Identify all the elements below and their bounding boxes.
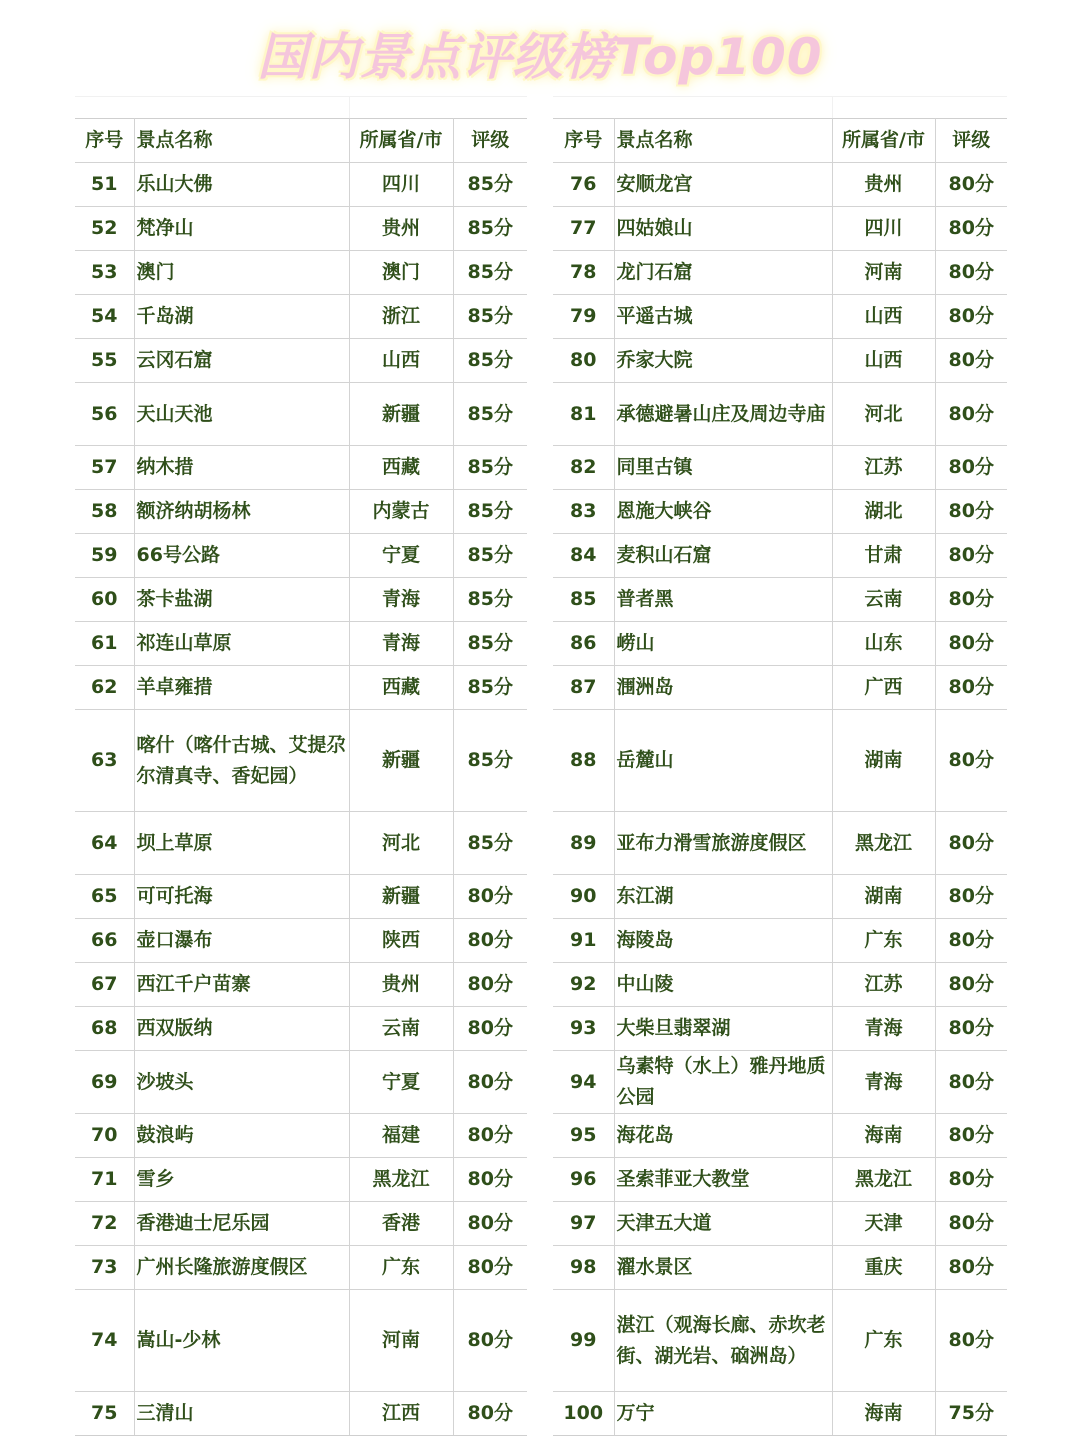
rating: 80分: [935, 534, 1007, 578]
rank-number: 68: [75, 1007, 134, 1051]
table-row: [553, 295, 1007, 339]
province: 宁夏: [349, 534, 453, 578]
attraction-name: 普者黑: [614, 578, 832, 622]
rank-number: 83: [553, 490, 614, 534]
header-province: 所属省/市: [832, 119, 935, 163]
rank-number: 73: [75, 1246, 134, 1290]
rating: 85分: [453, 622, 527, 666]
table-row: [553, 1007, 1007, 1051]
header-name: 景点名称: [134, 119, 349, 163]
province: 江西: [349, 1392, 453, 1436]
rank-number: 53: [75, 251, 134, 295]
rating: 85分: [453, 812, 527, 875]
attraction-name: 麦积山石窟: [614, 534, 832, 578]
province: 湖南: [832, 710, 935, 812]
table-row: [553, 339, 1007, 383]
table-row: [553, 875, 1007, 919]
province: 海南: [832, 1392, 935, 1436]
table-row: [75, 578, 527, 622]
province: 青海: [832, 1051, 935, 1114]
province: 江苏: [832, 963, 935, 1007]
header-name: 景点名称: [614, 119, 832, 163]
attraction-name: 香港迪士尼乐园: [134, 1202, 349, 1246]
rank-number: 99: [553, 1290, 614, 1392]
province: 澳门: [349, 251, 453, 295]
attraction-name: 湛江（观海长廊、赤坎老街、湖光岩、硇洲岛）: [614, 1290, 832, 1392]
rating: 80分: [935, 875, 1007, 919]
rating: 80分: [453, 919, 527, 963]
attraction-name: 圣索菲亚大教堂: [614, 1158, 832, 1202]
attraction-name: 濯水景区: [614, 1246, 832, 1290]
faint-divider: [832, 96, 833, 118]
province: 福建: [349, 1114, 453, 1158]
province: 黑龙江: [349, 1158, 453, 1202]
rating: 80分: [935, 710, 1007, 812]
province: 云南: [832, 578, 935, 622]
province: 浙江: [349, 295, 453, 339]
table-row: [553, 919, 1007, 963]
province: 贵州: [832, 163, 935, 207]
province: 江苏: [832, 446, 935, 490]
rank-number: 66: [75, 919, 134, 963]
attraction-name: 雪乡: [134, 1158, 349, 1202]
rating: 85分: [453, 666, 527, 710]
rating: 85分: [453, 295, 527, 339]
attraction-name: 乔家大院: [614, 339, 832, 383]
rank-number: 72: [75, 1202, 134, 1246]
table-row: [553, 1114, 1007, 1158]
rank-number: 94: [553, 1051, 614, 1114]
rating: 80分: [935, 1246, 1007, 1290]
rank-number: 95: [553, 1114, 614, 1158]
rank-number: 86: [553, 622, 614, 666]
rank-number: 74: [75, 1290, 134, 1392]
rating: 80分: [453, 875, 527, 919]
province: 广东: [832, 1290, 935, 1392]
attraction-name: 四姑娘山: [614, 207, 832, 251]
table-row: [75, 446, 527, 490]
rank-number: 79: [553, 295, 614, 339]
table-row: [75, 1007, 527, 1051]
table-row: [75, 710, 527, 812]
rating: 85分: [453, 534, 527, 578]
table-row: [75, 163, 527, 207]
table-row: [75, 251, 527, 295]
rank-number: 61: [75, 622, 134, 666]
table-row: [75, 1158, 527, 1202]
rank-number: 80: [553, 339, 614, 383]
rating: 80分: [935, 490, 1007, 534]
table-row: [553, 446, 1007, 490]
rank-number: 77: [553, 207, 614, 251]
table-row: [553, 207, 1007, 251]
attraction-name: 千岛湖: [134, 295, 349, 339]
rank-number: 65: [75, 875, 134, 919]
rank-number: 70: [75, 1114, 134, 1158]
table-row: [553, 622, 1007, 666]
attraction-name: 羊卓雍措: [134, 666, 349, 710]
table-row: [553, 534, 1007, 578]
table-header-row: [553, 119, 1007, 163]
province: 广东: [832, 919, 935, 963]
rank-number: 87: [553, 666, 614, 710]
attraction-name: 乐山大佛: [134, 163, 349, 207]
faint-divider: [349, 96, 350, 118]
province: 河北: [832, 383, 935, 446]
table-row: [75, 295, 527, 339]
rating: 80分: [453, 1246, 527, 1290]
attraction-name: 鼓浪屿: [134, 1114, 349, 1158]
attraction-name: 三清山: [134, 1392, 349, 1436]
table-row: [553, 963, 1007, 1007]
rank-number: 96: [553, 1158, 614, 1202]
table-row: [75, 622, 527, 666]
rating: 80分: [935, 446, 1007, 490]
table-row: [553, 1051, 1007, 1114]
table-row: [553, 1202, 1007, 1246]
rating: 80分: [935, 1007, 1007, 1051]
rating: 85分: [453, 383, 527, 446]
table-row: [75, 919, 527, 963]
attraction-name: 西江千户苗寨: [134, 963, 349, 1007]
header-no: 序号: [553, 119, 614, 163]
rating: 80分: [935, 666, 1007, 710]
table-row: [553, 1290, 1007, 1392]
rating: 80分: [453, 1392, 527, 1436]
attraction-name: 安顺龙宫: [614, 163, 832, 207]
attraction-name: 同里古镇: [614, 446, 832, 490]
province: 重庆: [832, 1246, 935, 1290]
table-row: [553, 1246, 1007, 1290]
province: 青海: [349, 622, 453, 666]
rank-number: 58: [75, 490, 134, 534]
table-header-row: [75, 119, 527, 163]
rating: 80分: [453, 1007, 527, 1051]
attraction-name: 亚布力滑雪旅游度假区: [614, 812, 832, 875]
rank-number: 93: [553, 1007, 614, 1051]
rank-number: 84: [553, 534, 614, 578]
table-row: [553, 578, 1007, 622]
rank-number: 98: [553, 1246, 614, 1290]
attraction-name: 壶口瀑布: [134, 919, 349, 963]
rank-number: 85: [553, 578, 614, 622]
attraction-name: 恩施大峡谷: [614, 490, 832, 534]
rating: 80分: [453, 1114, 527, 1158]
rank-number: 52: [75, 207, 134, 251]
rating: 80分: [453, 963, 527, 1007]
table-row: [553, 710, 1007, 812]
attraction-name: 海陵岛: [614, 919, 832, 963]
province: 四川: [349, 163, 453, 207]
rating: 80分: [935, 812, 1007, 875]
province: 山西: [349, 339, 453, 383]
rank-number: 90: [553, 875, 614, 919]
attraction-name: 梵净山: [134, 207, 349, 251]
table-row: [75, 1246, 527, 1290]
province: 新疆: [349, 875, 453, 919]
attraction-name: 乌素特（水上）雅丹地质公园: [614, 1051, 832, 1114]
province: 河南: [832, 251, 935, 295]
attraction-name: 66号公路: [134, 534, 349, 578]
province: 青海: [349, 578, 453, 622]
province: 新疆: [349, 383, 453, 446]
rank-number: 81: [553, 383, 614, 446]
table-row: [553, 163, 1007, 207]
attraction-name: 涠洲岛: [614, 666, 832, 710]
rank-number: 55: [75, 339, 134, 383]
table-row: [75, 207, 527, 251]
header-no: 序号: [75, 119, 134, 163]
attraction-name: 天山天池: [134, 383, 349, 446]
rating: 85分: [453, 446, 527, 490]
attraction-name: 大柴旦翡翠湖: [614, 1007, 832, 1051]
attraction-name: 茶卡盐湖: [134, 578, 349, 622]
table-row: [75, 812, 527, 875]
rank-number: 78: [553, 251, 614, 295]
table-row: [553, 1392, 1007, 1436]
table-row: [75, 490, 527, 534]
table-row: [75, 534, 527, 578]
province: 山东: [832, 622, 935, 666]
province: 海南: [832, 1114, 935, 1158]
rank-number: 75: [75, 1392, 134, 1436]
rank-number: 100: [553, 1392, 614, 1436]
rating: 80分: [453, 1158, 527, 1202]
top-faint-rule-left: [75, 96, 527, 97]
rating: 80分: [935, 1202, 1007, 1246]
province: 甘肃: [832, 534, 935, 578]
table-row: [553, 251, 1007, 295]
table-row: [75, 383, 527, 446]
rating: 80分: [453, 1202, 527, 1246]
table-row: [75, 875, 527, 919]
rank-number: 63: [75, 710, 134, 812]
rating: 80分: [935, 383, 1007, 446]
rating: 80分: [453, 1051, 527, 1114]
table-row: [75, 963, 527, 1007]
rating: 85分: [453, 578, 527, 622]
rating: 85分: [453, 339, 527, 383]
rating: 85分: [453, 490, 527, 534]
province: 天津: [832, 1202, 935, 1246]
header-province: 所属省/市: [349, 119, 453, 163]
attraction-name: 西双版纳: [134, 1007, 349, 1051]
rating: 85分: [453, 710, 527, 812]
rank-number: 88: [553, 710, 614, 812]
attraction-name: 东江湖: [614, 875, 832, 919]
province: 西藏: [349, 446, 453, 490]
province: 广西: [832, 666, 935, 710]
table-row: [75, 1290, 527, 1392]
rank-number: 57: [75, 446, 134, 490]
rank-number: 64: [75, 812, 134, 875]
rating: 80分: [935, 963, 1007, 1007]
rating: 75分: [935, 1392, 1007, 1436]
province: 陕西: [349, 919, 453, 963]
ranking-table-left: [75, 118, 527, 1436]
attraction-name: 中山陵: [614, 963, 832, 1007]
rank-number: 56: [75, 383, 134, 446]
rating: 80分: [935, 578, 1007, 622]
rating: 80分: [935, 622, 1007, 666]
rating: 80分: [935, 251, 1007, 295]
province: 山西: [832, 339, 935, 383]
province: 宁夏: [349, 1051, 453, 1114]
rating: 80分: [935, 1290, 1007, 1392]
table-row: [553, 812, 1007, 875]
rating: 80分: [935, 1114, 1007, 1158]
attraction-name: 海花岛: [614, 1114, 832, 1158]
province: 云南: [349, 1007, 453, 1051]
top-faint-rule-right: [553, 96, 1007, 97]
rank-number: 91: [553, 919, 614, 963]
province: 青海: [832, 1007, 935, 1051]
rating: 80分: [935, 1051, 1007, 1114]
rank-number: 92: [553, 963, 614, 1007]
province: 河南: [349, 1290, 453, 1392]
province: 新疆: [349, 710, 453, 812]
table-row: [553, 383, 1007, 446]
attraction-name: 天津五大道: [614, 1202, 832, 1246]
rating: 85分: [453, 251, 527, 295]
rating: 80分: [453, 1290, 527, 1392]
rank-number: 97: [553, 1202, 614, 1246]
table-row: [553, 490, 1007, 534]
rating: 80分: [935, 295, 1007, 339]
province: 贵州: [349, 963, 453, 1007]
rating: 80分: [935, 207, 1007, 251]
attraction-name: 云冈石窟: [134, 339, 349, 383]
attraction-name: 万宁: [614, 1392, 832, 1436]
attraction-name: 喀什（喀什古城、艾提尕尔清真寺、香妃园）: [134, 710, 349, 812]
table-row: [553, 666, 1007, 710]
header-rating: 评级: [453, 119, 527, 163]
attraction-name: 可可托海: [134, 875, 349, 919]
province: 山西: [832, 295, 935, 339]
rank-number: 60: [75, 578, 134, 622]
attraction-name: 澳门: [134, 251, 349, 295]
table-row: [553, 1158, 1007, 1202]
rank-number: 69: [75, 1051, 134, 1114]
rank-number: 71: [75, 1158, 134, 1202]
rating: 80分: [935, 919, 1007, 963]
attraction-name: 承德避暑山庄及周边寺庙: [614, 383, 832, 446]
rank-number: 89: [553, 812, 614, 875]
rating: 80分: [935, 1158, 1007, 1202]
attraction-name: 嵩山-少林: [134, 1290, 349, 1392]
rank-number: 76: [553, 163, 614, 207]
table-row: [75, 1114, 527, 1158]
attraction-name: 坝上草原: [134, 812, 349, 875]
rank-number: 54: [75, 295, 134, 339]
rank-number: 51: [75, 163, 134, 207]
attraction-name: 龙门石窟: [614, 251, 832, 295]
attraction-name: 岳麓山: [614, 710, 832, 812]
province: 湖南: [832, 875, 935, 919]
table-row: [75, 339, 527, 383]
ranking-table-right: [553, 118, 1007, 1436]
page-title: 国内景点评级榜Top100: [257, 28, 823, 86]
province: 香港: [349, 1202, 453, 1246]
province: 黑龙江: [832, 812, 935, 875]
province: 黑龙江: [832, 1158, 935, 1202]
rating: 80分: [935, 163, 1007, 207]
rank-number: 59: [75, 534, 134, 578]
attraction-name: 广州长隆旅游度假区: [134, 1246, 349, 1290]
table-row: [75, 1051, 527, 1114]
province: 内蒙古: [349, 490, 453, 534]
table-row: [75, 1392, 527, 1436]
province: 广东: [349, 1246, 453, 1290]
attraction-name: 纳木措: [134, 446, 349, 490]
attraction-name: 沙坡头: [134, 1051, 349, 1114]
rating: 80分: [935, 339, 1007, 383]
attraction-name: 祁连山草原: [134, 622, 349, 666]
rating: 85分: [453, 163, 527, 207]
attraction-name: 额济纳胡杨林: [134, 490, 349, 534]
rank-number: 62: [75, 666, 134, 710]
rank-number: 82: [553, 446, 614, 490]
table-row: [75, 666, 527, 710]
attraction-name: 平遥古城: [614, 295, 832, 339]
rating: 85分: [453, 207, 527, 251]
province: 贵州: [349, 207, 453, 251]
province: 湖北: [832, 490, 935, 534]
province: 河北: [349, 812, 453, 875]
attraction-name: 崂山: [614, 622, 832, 666]
province: 四川: [832, 207, 935, 251]
province: 西藏: [349, 666, 453, 710]
table-row: [75, 1202, 527, 1246]
rank-number: 67: [75, 963, 134, 1007]
header-rating: 评级: [935, 119, 1007, 163]
